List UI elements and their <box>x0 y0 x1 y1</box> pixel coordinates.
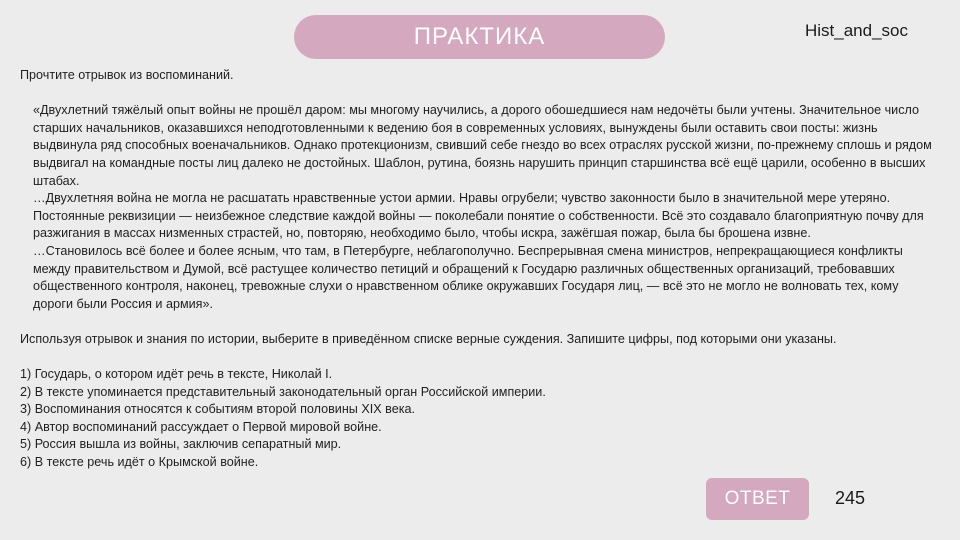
task-content <box>20 67 932 472</box>
question-text: Используя отрывок и знания по истории, выберите в приведённом списке верные суждения. Запишите цифры, под которыми они указаны. <box>20 331 837 346</box>
excerpt-paragraph-3: …Становилось всё более и более ясным, что там, в Петербурге, неблагополучно. Беспрерывная смена министров, непрекращающиеся конфликты между правительством и Думой, всё растущее количество петиций и обращений к Государю различных общественных организаций, требовавших общественного контроля, наконец, тревожные слухи о нравственном облике окружавших Государя лиц, — всё это не могло не волновать тех, кому дороги были Россия и армия». <box>33 243 903 311</box>
option-item-6: 6) В тексте речь идёт о Крымской войне. <box>20 455 259 470</box>
option-item-3: 3) Воспоминания относятся к событиям второй половины XIX века. <box>20 402 415 417</box>
spacer <box>20 349 932 367</box>
option-item-1: 1) Государь, о котором идёт речь в тексте, Николай I. <box>20 367 333 382</box>
page-title: ПРАКТИКА <box>294 15 665 59</box>
spacer <box>20 85 932 103</box>
answer-button[interactable]: ОТВЕТ <box>706 478 809 520</box>
excerpt-paragraph-2: …Двухлетняя война не могла не расшатать нравственные устои армии. Нравы огрубели; чувство законности было в значительной мере утеряно. Постоянные реквизиции — неизбежное следствие каждой войны — поколебали понятие о собственности. Всё это создавало благоприятную почву для разжигания в массах низменных страстей, но, повторяю, необходимо было, чтобы искра, зажёгшая пожар, была бы брошена извне. <box>33 191 924 241</box>
option-item-2: 2) В тексте упоминается представительный законодательный орган Российской империи. <box>20 384 546 399</box>
excerpt-paragraph-1: «Двухлетний тяжёлый опыт войны не прошёл даром: мы многому научились, а дорого обошедшиеся нам недочёты были учтены. Значительное число старших начальников, оказавшихся неподготовленными к ведению боя в современных условиях, вынуждены были оставить свои посты: жизнь выдвинула ряд способных военачальников. Однако протекционизм, свивший себе гнездо во всех отраслях русской жизни, по-прежнему сплошь и рядом выдвигал на командные посты лиц далеко не достойных. Шаблон, рутина, боязнь нарушить принцип старшинства всё ещё царили, особенно в высших штабах. <box>33 103 932 188</box>
spacer <box>20 313 932 331</box>
option-item-4: 4) Автор воспоминаний рассуждает о Первой мировой войне. <box>20 419 382 434</box>
page-number: 245 <box>835 488 866 508</box>
brand-label: Hist_and_soc <box>805 21 909 40</box>
instruction-text: Прочтите отрывок из воспоминаний. <box>20 68 234 82</box>
option-item-5: 5) Россия вышла из войны, заключив сепаратный мир. <box>20 437 342 452</box>
